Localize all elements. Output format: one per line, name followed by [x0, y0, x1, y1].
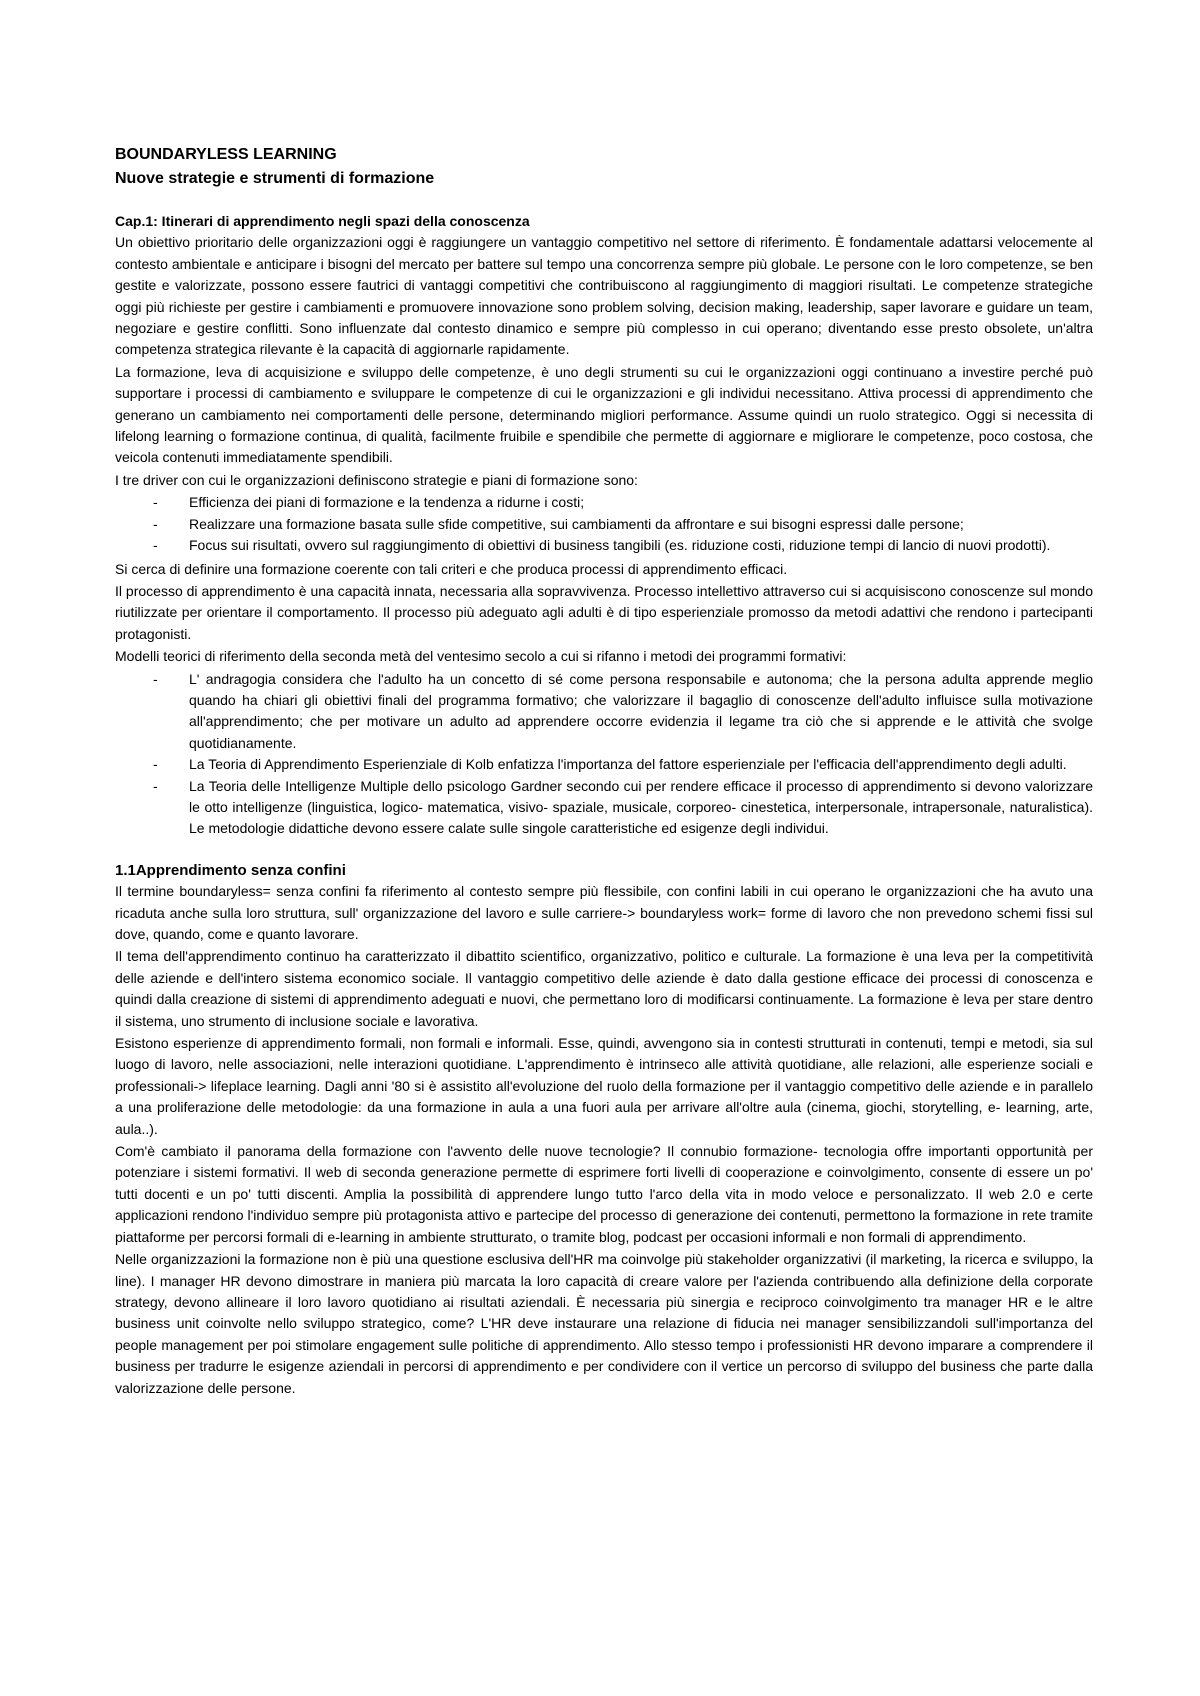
paragraph: Il tema dell'apprendimento continuo ha caratterizzato il dibattito scientifico, organizzativo, politico e culturale. La formazione è una leva per la competitività delle aziende e dell'intero sistema economico sociale. Il vantaggio competitivo delle aziende è dato dalla gestione efficace dei processi di conoscenza e quindi dalla creazione di sistemi di apprendimento adeguati e nuovi, che permettano loro di modificarsi continuamente. La formazione è leva per stare dentro il sistema, uno strumento di inclusione sociale e lavorativa.	[115, 948, 1093, 1029]
section-heading: 1.1Apprendimento senza confini	[115, 861, 346, 879]
paragraph: Il termine boundaryless= senza confini fa riferimento al contesto sempre più flessibile, con confini labili in cui operano le organizzazioni che ha avuto una ricaduta anche sulla loro struttura, sull' organizzazione del lavoro e sulle carriere-> boundaryless work= forme di lavoro che non prevedono schemi fissi sul dove, quando, come e quanto lavorare.	[115, 883, 1093, 942]
list-item: - Efficienza dei piani di formazione e la tendenza a ridurne i costi;	[115, 492, 1093, 513]
paragraph: Nelle organizzazioni la formazione non è più una questione esclusiva dell'HR ma coinvolge più stakeholder organizzativi (il marketing, la ricerca e sviluppo, la line). I manager HR devono dimostrare in maniera più marcata la loro capacità di creare valore per l'azienda contribuendo alla definizione della corporate strategy, devono allineare il loro lavoro quotidiano ai risultati aziendali. È necessaria più sinergia e reciproco coinvolgimento tra manager HR e le altre business unit coinvolte nello sviluppo strategico, come? L'HR deve instaurare una relazione di fiducia nei manager sensibilizzandoli sull'importanza del people management per poi stimolare engagement sulle politiche di apprendimento. Allo stesso tempo i professionisti HR devono imparare a comprendere il business per tradurre le esigenze aziendali in percorsi di apprendimento e per condividere con il vertice un percorso di sviluppo del business che parte dalla valorizzazione delle persone.	[115, 1251, 1093, 1396]
list-item: - Realizzare una formazione basata sulle sfide competitive, sui cambiamenti da affrontare e sui bisogni espressi dalle persone;	[115, 514, 1093, 535]
paragraph: Il processo di apprendimento è una capacità innata, necessaria alla sopravvivenza. Processo intellettivo attraverso cui si acquisiscono conoscenze sul mondo riutilizzate per orientare il comportamento. Il processo più adeguato agli adulti è di tipo esperienziale promosso da metodi adattivi che rendono i partecipanti protagonisti.	[115, 582, 1093, 642]
list-item: - La Teoria delle Intelligenze Multiple dello psicologo Gardner secondo cui per rendere efficace il processo di apprendimento si devono valorizzare le otto intelligenze (linguistica, logico- matematica, visivo- spaziale, musicale, corporeo- cinestetica, interpersonale, intrapersonale, naturalistica). Le metodologie didattiche devono essere calate sulle singole caratteristiche ed esigenze degli individui.	[115, 776, 1093, 840]
paragraph: Modelli teorici di riferimento della seconda metà del ventesimo secolo a cui si rifanno i metodi dei programmi formativi:	[115, 648, 847, 665]
drivers-list	[115, 492, 1093, 556]
document-page	[115, 143, 1093, 1400]
paragraph: Si cerca di definire una formazione coerente con tali criteri e che produca processi di apprendimento efficaci.	[115, 560, 788, 577]
paragraph: Un obiettivo prioritario delle organizzazioni oggi è raggiungere un vantaggio competitivo nel settore di riferimento. È fondamentale adattarsi velocemente al contesto ambientale e anticipare i bisogni del mercato per battere sul tempo una concorrenza sempre più globale. Le persone con le loro competenze, se ben gestite e valorizzate, possono essere fautrici di vantaggi competitivi che contribuiscono al raggiungimento di maggiori risultati. Le competenze strategiche oggi più richieste per gestire i cambiamenti e promuovere innovazione sono problem solving, decision making, leadership, saper lavorare e guidare un team, negoziare e gestire conflitti. Sono influenzate dal contesto dinamico e sempre più complesso in cui operano; diventando esse presto obsolete, un'altra competenza strategica rilevante è la capacità di aggiornarle rapidamente.	[115, 234, 1093, 358]
models-list	[115, 669, 1093, 840]
paragraph: I tre driver con cui le organizzazioni definiscono strategie e piani di formazione sono:	[115, 471, 638, 488]
paragraph: La formazione, leva di acquisizione e sviluppo delle competenze, è uno degli strumenti su cui le organizzazioni oggi continuano a investire perché può supportare i processi di cambiamento e sviluppare le competenze di cui le organizzazioni e gli individui necessitano. Attiva processi di apprendimento che generano un cambiamento nei comportamenti delle persone, determinando migliori performance. Assume quindi un ruolo strategico. Oggi si necessita di lifelong learning o formazione continua, di qualità, facilmente fruibile e spendibile che permette di aggiornare e migliorare le competenze, poco costosa, che veicola contenuti immediatamente spendibili.	[115, 363, 1093, 466]
paragraph: Esistono esperienze di apprendimento formali, non formali e informali. Esse, quindi, avvengono sia in contesti strutturati in contenuti, tempi e metodi, sia sul luogo di lavoro, nelle associazioni, nelle interazioni quotidiane. L'apprendimento è intrinseco alle attività quotidiane, alle relazioni, alle esperienze sociali e professionali-> lifeplace learning. Dagli anni '80 si è assistito all'evoluzione del ruolo della formazione per il vantaggio competitivo delle aziende e in parallelo a una proliferazione delle metodologie: da una formazione in aula a una fuori aula per arrivare all'oltre aula (cinema, giochi, storytelling, e- learning, arte, aula..).	[115, 1035, 1093, 1137]
list-item: - La Teoria di Apprendimento Esperienziale di Kolb enfatizza l'importanza del fattore esperienziale per l'efficacia dell'apprendimento degli adulti.	[115, 754, 1093, 775]
chapter-heading: Cap.1: Itinerari di apprendimento negli spazi della conoscenza	[115, 213, 530, 229]
paragraph: Com'è cambiato il panorama della formazione con l'avvento delle nuove tecnologie? Il connubio formazione- tecnologia offre importanti opportunità per potenziare i sistemi formativi. Il web di seconda generazione permette di esprimere forti livelli di cooperazione e coinvolgimento, consente di essere un po' tutti docenti e un po' tutti discenti. Amplia la possibilità di apprendere lungo tutto l'arco della vita in modo veloce e personalizzato. Il web 2.0 e certe applicazioni rendono l'individuo sempre più protagonista attivo e partecipe del processo di generazione dei contenuti, permettono la formazione in rete tramite piattaforme per percorsi formali di e-learning in ambiente strutturato, o tramite blog, podcast per occasioni informali e non formali di apprendimento.	[115, 1143, 1093, 1245]
list-item: - Focus sui risultati, ovvero sul raggiungimento di obiettivi di business tangibili (es. riduzione costi, riduzione tempi di lancio di nuovi prodotti).	[115, 535, 1093, 556]
document-subtitle: Nuove strategie e strumenti di formazione	[115, 170, 435, 187]
document-title: BOUNDARYLESS LEARNING	[115, 146, 337, 163]
list-item: - L' andragogia considera che l'adulto ha un concetto di sé come persona responsabile e autonoma; che la persona adulta apprende meglio quando ha chiari gli obiettivi finali del programma formativo; che valorizzare il bagaglio di conoscenze dell'adulto influisce sulla motivazione all'apprendimento; che per motivare un adulto ad apprendere occorre evidenzia il legame tra ciò che si apprende e le attività che svolge quotidianamente.	[115, 669, 1093, 755]
